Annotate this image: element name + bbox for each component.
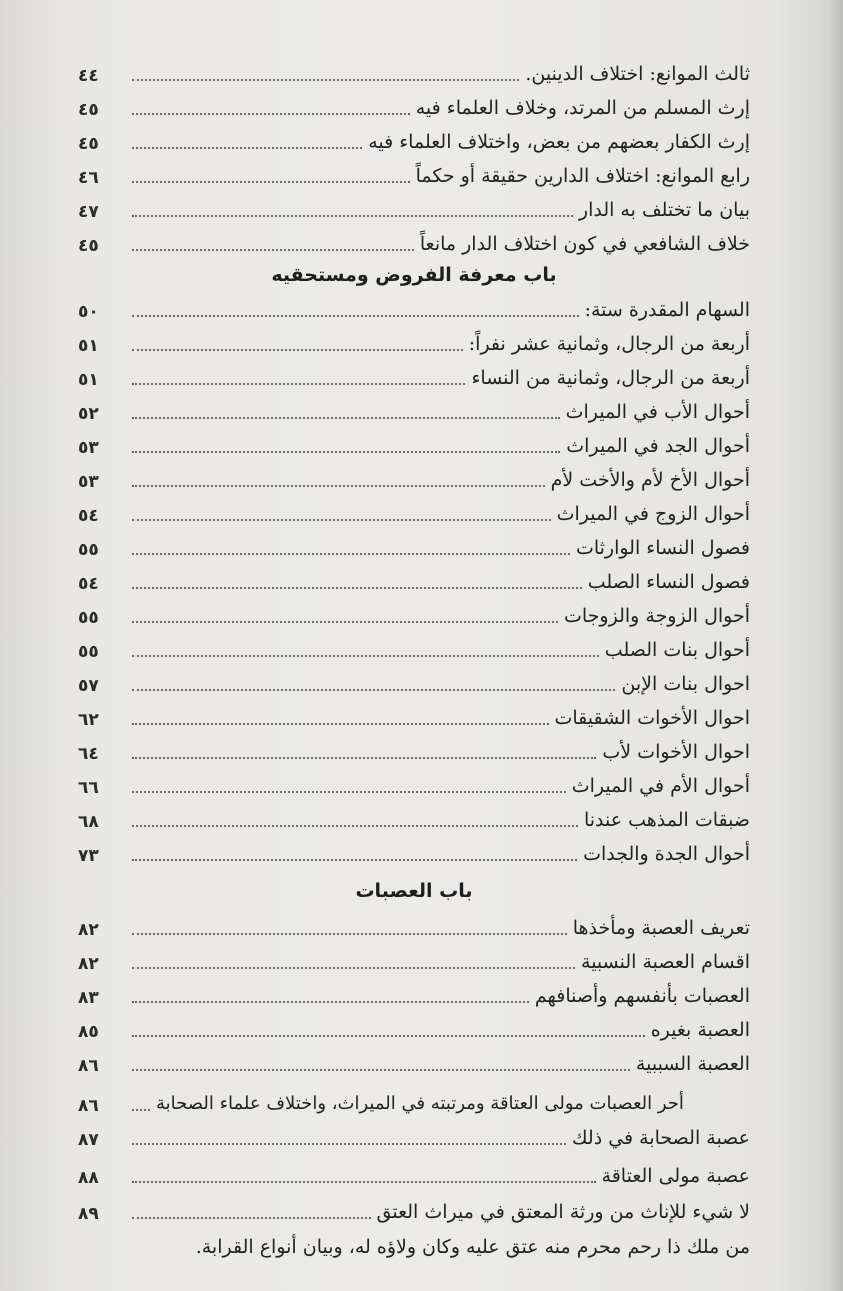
dot-leader — [132, 688, 615, 691]
dot-leader — [132, 654, 599, 657]
dot-leader — [132, 966, 575, 969]
entry-title: خلاف الشافعي في كون اختلاف الدار مانعاً — [419, 233, 750, 255]
dot-leader — [132, 722, 549, 725]
entry-title: العصبة بغيره — [650, 1019, 750, 1041]
entry-title: اقسام العصبة النسبية — [581, 951, 750, 973]
dot-leader — [132, 932, 567, 935]
entry-title: ثالث الموانع: اختلاف الدينين. — [525, 63, 750, 85]
toc-entry — [78, 430, 750, 458]
section-heading: باب معرفة الفروض ومستحقيه — [271, 264, 557, 286]
dot-leader — [132, 858, 577, 861]
toc-entry — [78, 194, 750, 222]
dot-leader — [132, 248, 414, 251]
entry-title: أحوال الزوج في الميراث — [556, 503, 750, 525]
dot-leader — [132, 1068, 630, 1071]
entry-title: أربعة من الرجال، وثمانية من النساء — [471, 367, 750, 389]
entry-title: أحر العصبات مولى العتاقة ومرتبته في الميراث، واختلاف علماء الصحابة — [156, 1093, 684, 1114]
page-number: ٦٢ — [78, 710, 99, 730]
dot-leader — [132, 382, 465, 385]
dot-leader — [132, 1034, 645, 1037]
dot-leader — [132, 790, 566, 793]
entry-title: العصبة السببية — [635, 1053, 750, 1075]
page-number: ٨٧ — [78, 1130, 99, 1150]
toc-entry — [78, 228, 750, 256]
toc-entry — [78, 634, 750, 662]
entry-title: تعريف العصبة ومأخذها — [572, 917, 750, 939]
dot-leader — [132, 78, 519, 81]
entry-title: أحوال الأخ لأم والأخت لأم — [550, 469, 750, 491]
toc-entry — [78, 946, 750, 974]
dot-leader — [132, 214, 573, 217]
toc-entry — [78, 126, 750, 154]
toc-entry — [78, 58, 750, 86]
page-number: ٥٤ — [78, 506, 99, 526]
toc-entry — [78, 912, 750, 940]
dot-leader — [132, 620, 558, 623]
page-number: ٥٣ — [78, 438, 99, 458]
entry-title: السهام المقدرة ستة: — [584, 299, 750, 321]
dot-leader — [132, 586, 582, 589]
page-number: ٦٤ — [78, 744, 99, 764]
entry-title: أحوال الأب في الميراث — [565, 401, 750, 423]
page-number: ٨٦ — [78, 1056, 99, 1076]
page-number: ٨٨ — [78, 1168, 99, 1188]
page-number: ٧٣ — [78, 846, 99, 866]
toc-entry — [78, 1160, 750, 1188]
entry-title: لا شيء للإناث من ورثة المعتق في ميراث العتق — [376, 1201, 750, 1223]
page-number: ٤٥ — [78, 100, 99, 120]
toc-entry — [78, 736, 750, 764]
toc-entry — [78, 980, 750, 1008]
dot-leader — [132, 756, 596, 759]
toc-entry — [78, 600, 750, 628]
entry-title: إرث الكفار بعضهم من بعض، واختلاف العلماء فيه — [368, 131, 750, 153]
toc-entry — [78, 770, 750, 798]
dot-leader — [132, 1142, 566, 1145]
page-number: ٤٥ — [78, 236, 99, 256]
page-number: ٥٤ — [78, 574, 99, 594]
toc-entry — [78, 396, 750, 424]
dot-leader — [132, 112, 410, 115]
page-number: ٥٧ — [78, 676, 99, 696]
entry-title: فصول النساء الصلب — [587, 571, 750, 593]
page-number: ٥٥ — [78, 608, 99, 628]
page-number: ٥٢ — [78, 404, 99, 424]
page-number: ٨٣ — [78, 988, 99, 1008]
toc-entry — [78, 498, 750, 526]
toc-entry — [78, 1048, 750, 1076]
toc-entry — [78, 92, 750, 120]
page-number: ٦٦ — [78, 778, 99, 798]
dot-leader — [132, 1180, 596, 1183]
toc-entry — [78, 566, 750, 594]
entry-title: ضبقات المذهب عندنا — [583, 809, 750, 831]
page-number: ٨٦ — [78, 1096, 99, 1116]
dot-leader — [132, 348, 463, 351]
toc-entry — [78, 1196, 750, 1224]
page-number: ٤٤ — [78, 66, 99, 86]
page-number: ٨٢ — [78, 954, 99, 974]
dot-leader — [132, 552, 570, 555]
toc-entry — [78, 838, 750, 866]
dot-leader — [132, 1108, 150, 1111]
toc-entry — [78, 1014, 750, 1042]
dot-leader — [132, 314, 579, 317]
entry-title: احوال بنات الإبن — [621, 673, 750, 695]
page-number: ٨٩ — [78, 1204, 99, 1224]
toc-entry — [78, 702, 750, 730]
toc-entry — [78, 464, 750, 492]
dot-leader — [132, 180, 410, 183]
page-number: ٥٥ — [78, 642, 99, 662]
entry-title: عصبة الصحابة في ذلك — [571, 1127, 750, 1149]
entry-title: فصول النساء الوارثات — [575, 537, 750, 559]
entry-title: العصبات بأنفسهم وأصنافهم — [534, 985, 750, 1007]
page-number: ٤٦ — [78, 168, 99, 188]
toc-entry — [78, 532, 750, 560]
toc-entry — [78, 160, 750, 188]
page-number: ٨٥ — [78, 1022, 99, 1042]
toc-entry — [78, 328, 750, 356]
page-number: ٥٠ — [78, 302, 99, 322]
entry-title: أحوال الجدة والجدات — [583, 843, 750, 865]
toc-entry — [78, 1088, 750, 1116]
entry-title: رابع الموانع: اختلاف الدارين حقيقة أو حكماً — [415, 165, 750, 187]
dot-leader — [132, 484, 545, 487]
entry-title: إرث المسلم من المرتد، وخلاف العلماء فيه — [415, 97, 750, 119]
table-of-contents — [78, 0, 750, 1291]
page-number: ٥١ — [78, 336, 99, 356]
toc-entry — [78, 668, 750, 696]
page-number: ٦٨ — [78, 812, 99, 832]
page-number: ٤٧ — [78, 202, 99, 222]
dot-leader — [132, 1000, 529, 1003]
dot-leader — [132, 1216, 371, 1219]
entry-title: أحوال بنات الصلب — [604, 639, 750, 661]
entry-title: احوال الأخوات الشقيقات — [554, 707, 750, 729]
toc-entry — [78, 362, 750, 390]
entry-title: أحوال الزوجة والزوجات — [564, 605, 750, 627]
entry-title: عصبة مولى العتاقة — [601, 1165, 750, 1187]
dot-leader — [132, 518, 551, 521]
dot-leader — [132, 824, 578, 827]
toc-entry — [78, 804, 750, 832]
entry-title: أحوال الجد في الميراث — [566, 435, 750, 457]
dot-leader — [132, 146, 362, 149]
page-number: ٥٣ — [78, 472, 99, 492]
toc-entry — [78, 1122, 750, 1150]
entry-title: احوال الأخوات لأب — [602, 741, 750, 763]
page-number: ٥٥ — [78, 540, 99, 560]
entry-title: أحوال الأم في الميراث — [571, 775, 750, 797]
entry-title: أربعة من الرجال، وثمانية عشر نفراً: — [468, 333, 750, 355]
toc-entry — [78, 294, 750, 322]
page-number: ٨٢ — [78, 920, 99, 940]
section-heading: باب العصبات — [355, 880, 473, 902]
dot-leader — [132, 416, 560, 419]
page-number: ٤٥ — [78, 134, 99, 154]
entry-title: بيان ما تختلف به الدار — [578, 199, 750, 221]
closing-line: من ملك ذا رحم محرم منه عتق عليه وكان ولاؤه له، وبيان أنواع القرابة. — [195, 1236, 750, 1258]
page-number: ٥١ — [78, 370, 99, 390]
dot-leader — [132, 450, 560, 453]
